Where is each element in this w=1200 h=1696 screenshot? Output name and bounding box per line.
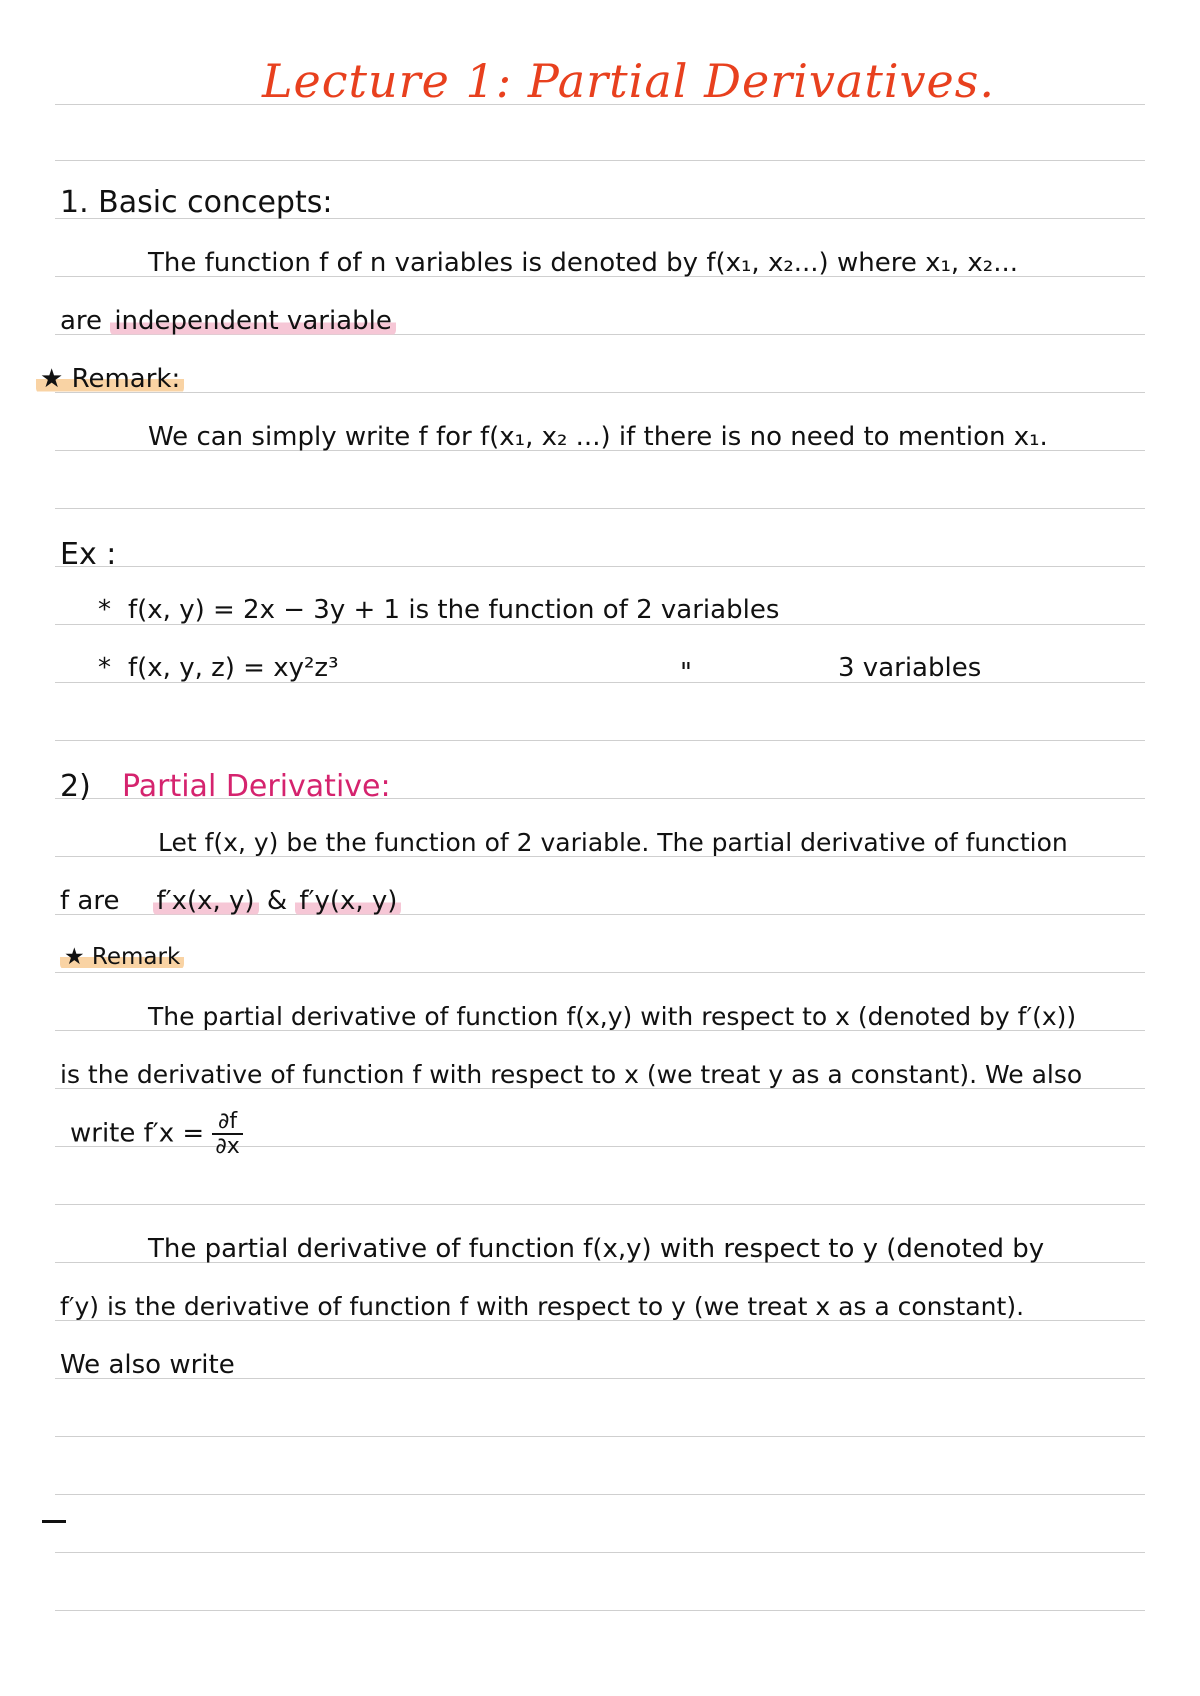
ruled-line: [55, 160, 1145, 161]
remark-text: We can simply write f for f(x₁, x₂ ...) if there is no need to mention x₁.: [148, 422, 1048, 452]
remark2-line-2: is the derivative of function f with respect to x (we treat y as a constant). We also: [60, 1060, 1083, 1089]
example-bullet-2: *: [98, 653, 111, 683]
para2-line-2: f′y) is the derivative of function f with respect to y (we treat x as a constant).: [60, 1292, 1025, 1321]
example-item-2-ditto: ": [680, 658, 692, 688]
fraction-denominator: ∂x: [215, 1134, 240, 1160]
section-number-2: 2): [60, 769, 91, 804]
example-item-2-formula: f(x, y, z) = xy²z³: [128, 653, 339, 683]
highlight-partial-x: f′x(x, y): [153, 886, 259, 916]
definition-line: The function f of n variables is denoted by f(x₁, x₂...) where x₁, x₂...: [148, 248, 1019, 278]
ruled-line: [55, 1610, 1145, 1611]
remark-label-text: ★ Remark:: [36, 364, 184, 394]
example-bullet-1: *: [98, 595, 111, 625]
stray-dash-mark: [42, 1520, 66, 1523]
example-item-2-rest: 3 variables: [838, 653, 982, 683]
remark2-line-3-prefix: write f′x =: [70, 1118, 205, 1149]
section-heading-partial-derivative: Partial Derivative:: [122, 769, 391, 804]
remark2-label-text: ★ Remark: [60, 944, 184, 970]
page-title: Lecture 1: Partial Derivatives.: [262, 54, 995, 108]
example-label: Ex :: [60, 537, 117, 572]
section2-line-1: Let f(x, y) be the function of 2 variable. The partial derivative of function: [158, 828, 1068, 857]
ruled-line: [55, 566, 1145, 567]
ruled-line: [55, 1436, 1145, 1437]
ruled-line: [55, 1204, 1145, 1205]
ruled-line: [55, 972, 1145, 973]
example-item-1: f(x, y) = 2x − 3y + 1 is the function of 2 variables: [128, 595, 780, 625]
section-heading-basic-concepts: 1. Basic concepts:: [60, 185, 333, 220]
partial-fraction: [212, 1110, 242, 1158]
ruled-line: [55, 1494, 1145, 1495]
definition-line-2: [60, 308, 396, 334]
ruled-line: [55, 740, 1145, 741]
remark2-line-3: [70, 1110, 243, 1158]
remark-label: [36, 366, 184, 392]
para2-line-1: The partial derivative of function f(x,y) with respect to y (denoted by: [148, 1234, 1045, 1264]
highlight-independent-variable: independent variable: [110, 306, 396, 336]
ruled-line: [55, 508, 1145, 509]
highlight-partial-y: f′y(x, y): [295, 886, 401, 916]
and-symbol: &: [266, 886, 288, 916]
para2-line-3: We also write: [60, 1350, 235, 1380]
fraction-numerator: ∂f: [212, 1110, 242, 1135]
section2-line-2-prefix: f are: [60, 886, 120, 916]
remark2-label: [60, 946, 184, 969]
ruled-line: [55, 1552, 1145, 1553]
section2-line-2: [60, 888, 401, 914]
remark2-line-1: The partial derivative of function f(x,y) with respect to x (denoted by f′(x)): [148, 1002, 1077, 1031]
definition-prefix: are: [60, 306, 103, 336]
ruled-line: [55, 392, 1145, 393]
